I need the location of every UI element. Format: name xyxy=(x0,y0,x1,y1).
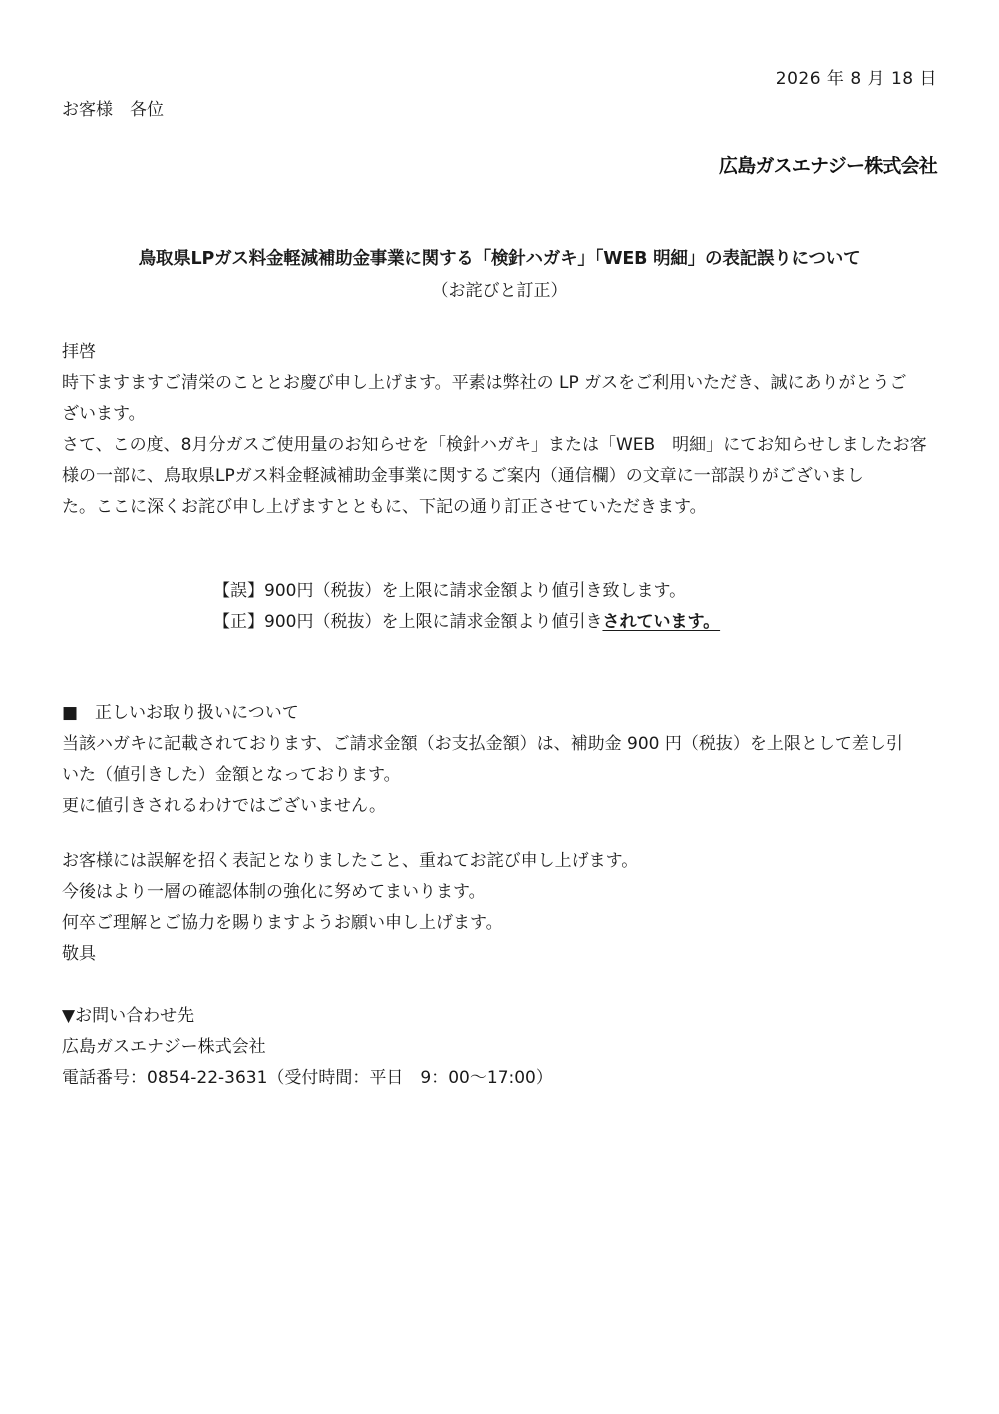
contact-phone: 電話番号：0854-22-3631（受付時間：平日 9：00～17:00） xyxy=(62,1068,553,1088)
correction-right-text: 【正】900円（税抜）を上限に請求金額より値引き xyxy=(213,612,603,632)
addressee: お客様 各位 xyxy=(62,100,164,120)
correct-handling-section xyxy=(62,698,940,822)
opening-line: 時下ますますご清栄のこととお慶び申し上げます。平素は弊社の LP ガスをご利用いただき、誠にありがとうご xyxy=(62,373,907,393)
document-date: 2026 年 8 月 18 日 xyxy=(775,69,937,89)
opening-line: ざいます。 xyxy=(62,404,146,424)
section-line: いた（値引きした）金額となっております。 xyxy=(62,765,401,785)
company-logo: 広島ガスエナジー株式会社 xyxy=(718,155,937,177)
contact-heading: ▼お問い合わせ先 xyxy=(62,1006,195,1026)
opening-line: さて、この度、8月分ガスご使用量のお知らせを「検針ハガキ」または「WEB 明細」にてお知らせしましたお客 xyxy=(62,435,927,455)
correction-right-emphasis: されています。 xyxy=(602,612,721,632)
opening-line: 様の一部に、鳥取県LPガス料金軽減補助金事業に関するご案内（通信欄）の文章に一部誤りがございまし xyxy=(62,466,864,486)
contact-section xyxy=(62,1001,940,1094)
correction-wrong: 【誤】900円（税抜）を上限に請求金額より値引き致します。 xyxy=(213,581,687,601)
opening-line: た。ここに深くお詫び申し上げますとともに、下記の通り訂正させていただきます。 xyxy=(62,497,707,517)
section-line: 当該ハガキに記載されております、ご請求金額（お支払金額）は、補助金 900 円（税抜）を上限として差し引 xyxy=(62,734,903,754)
closing-section xyxy=(62,846,940,970)
opening-section xyxy=(62,337,940,523)
document-title: 鳥取県LPガス料金軽減補助金事業に関する「検針ハガキ」「WEB 明細」の表記誤りについて xyxy=(138,249,861,269)
document-subtitle: （お詫びと訂正） xyxy=(431,281,568,301)
section-line: 更に値引きされるわけではございません。 xyxy=(62,796,387,816)
closing-line: お客様には誤解を招く表記となりましたこと、重ねてお詫び申し上げます。 xyxy=(62,851,639,871)
greeting: 拝啓 xyxy=(62,342,96,362)
contact-company: 広島ガスエナジー株式会社 xyxy=(62,1037,266,1057)
closing-line: 敬具 xyxy=(62,944,96,964)
correction-right xyxy=(213,607,720,638)
section-heading: ■ 正しいお取り扱いについて xyxy=(62,703,299,723)
closing-line: 今後はより一層の確認体制の強化に努めてまいります。 xyxy=(62,882,486,902)
closing-line: 何卒ご理解とご協力を賜りますようお願い申し上げます。 xyxy=(62,913,503,933)
